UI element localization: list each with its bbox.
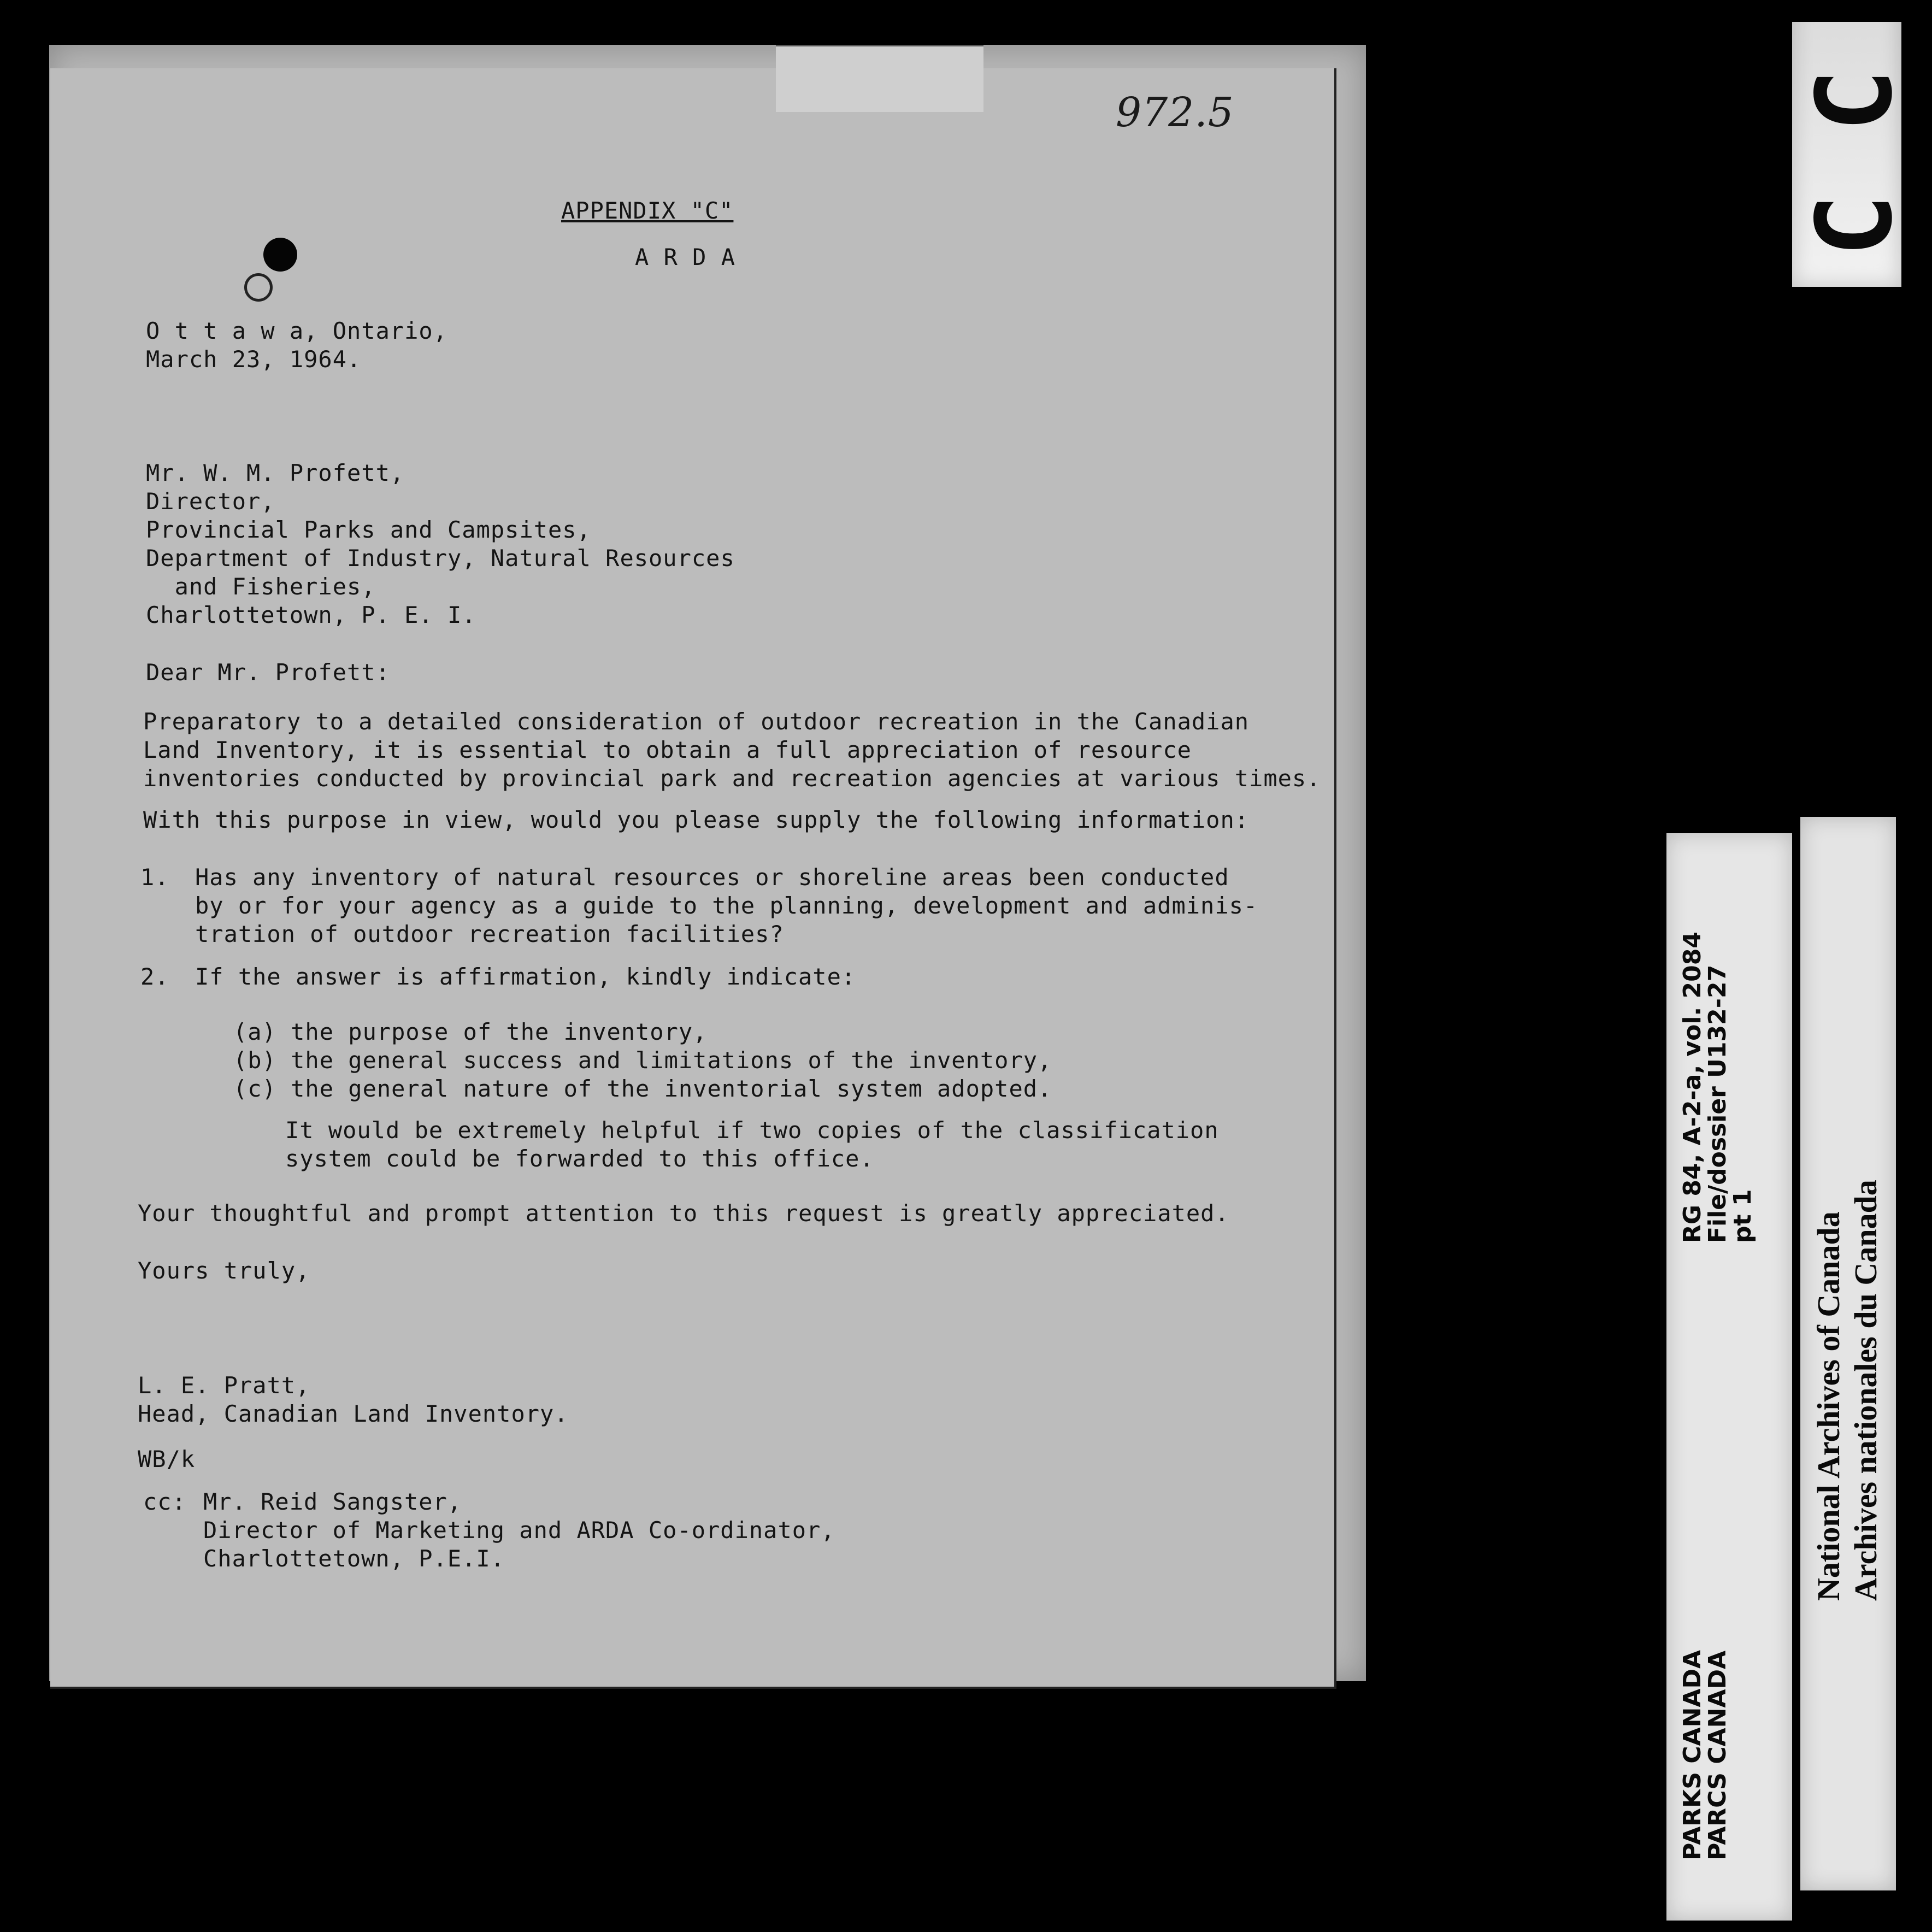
cc-line: Mr. Reid Sangster, [203, 1488, 462, 1515]
cc-label: cc: [143, 1488, 186, 1515]
national-archives-strip [1800, 817, 1896, 1890]
followup-line: It would be extremely helpful if two copies of the classification [285, 1117, 1219, 1144]
recipient-line: and Fisheries, [146, 573, 376, 600]
appendix-heading: APPENDIX "C" [561, 197, 734, 224]
sub-item: (b) the general success and limitations of the inventory, [233, 1047, 1052, 1074]
request-line: With this purpose in view, would you please supply the following information: [143, 806, 1250, 833]
recipient-line: Department of Industry, Natural Resources [146, 545, 735, 572]
archive-reference-strip [1666, 833, 1792, 1921]
letter-page [50, 68, 1336, 1689]
parks-canada-label: PARCS CANADA [1704, 1650, 1731, 1860]
paper-tab [776, 45, 983, 112]
question-1-line: Has any inventory of natural resources or shoreline areas been conducted [195, 864, 1229, 891]
sub-item: (a) the purpose of the inventory, [233, 1018, 708, 1045]
archive-reference-line: RG 84, A-2-a, vol. 2084 [1678, 932, 1706, 1243]
question-1-line: tration of outdoor recreation facilities? [195, 921, 784, 947]
agency-heading: A R D A [635, 244, 736, 270]
signature-title: Head, Canadian Land Inventory. [138, 1400, 569, 1427]
recipient-line: Provincial Parks and Campsites, [146, 516, 591, 543]
intro-line: inventories conducted by provincial park and recreation agencies at various times. [143, 765, 1321, 792]
followup-line: system could be forwarded to this office. [285, 1145, 874, 1172]
punch-hole-empty [244, 273, 273, 302]
sub-item: (c) the general nature of the inventorial system adopted. [233, 1075, 1052, 1102]
intro-line: Preparatory to a detailed consideration of outdoor recreation in the Canadian [143, 708, 1250, 735]
archive-top-mark: C C [1794, 69, 1915, 257]
place-line: O t t a w a, Ontario, [146, 317, 448, 344]
closing: Yours truly, [138, 1257, 310, 1284]
question-number: 2. [140, 963, 169, 990]
question-1-line: by or for your agency as a guide to the planning, development and adminis- [195, 892, 1258, 919]
recipient-line: Charlottetown, P. E. I. [146, 602, 476, 628]
intro-line: Land Inventory, it is essential to obtain a full appreciation of resource [143, 737, 1192, 763]
recipient-line: Mr. W. M. Profett, [146, 460, 405, 486]
archive-reference-line: pt 1 [1729, 1189, 1757, 1243]
cc-line: Charlottetown, P.E.I. [203, 1545, 505, 1572]
handwritten-file-number: 972.5 [1116, 89, 1234, 136]
recipient-line: Director, [146, 488, 275, 515]
date-line: March 23, 1964. [146, 346, 362, 373]
closing-paragraph: Your thoughtful and prompt attention to this request is greatly appreciated. [138, 1200, 1229, 1227]
parks-canada-label: PARKS CANADA [1678, 1650, 1706, 1860]
punch-hole-filled [263, 238, 297, 272]
archive-top-strip [1792, 0, 1915, 287]
national-archives-name: National Archives of Canada [1811, 1211, 1846, 1601]
national-archives-name: Archives nationales du Canada [1848, 1180, 1883, 1601]
question-2-line: If the answer is affirmation, kindly indicate: [195, 963, 856, 990]
signature-name: L. E. Pratt, [138, 1372, 310, 1399]
typist-initials: WB/k [138, 1446, 196, 1472]
question-number: 1. [140, 864, 169, 891]
archive-reference-line: File/dossier U132-27 [1704, 964, 1731, 1243]
cc-line: Director of Marketing and ARDA Co-ordinator, [203, 1517, 835, 1544]
salutation: Dear Mr. Profett: [146, 659, 390, 686]
